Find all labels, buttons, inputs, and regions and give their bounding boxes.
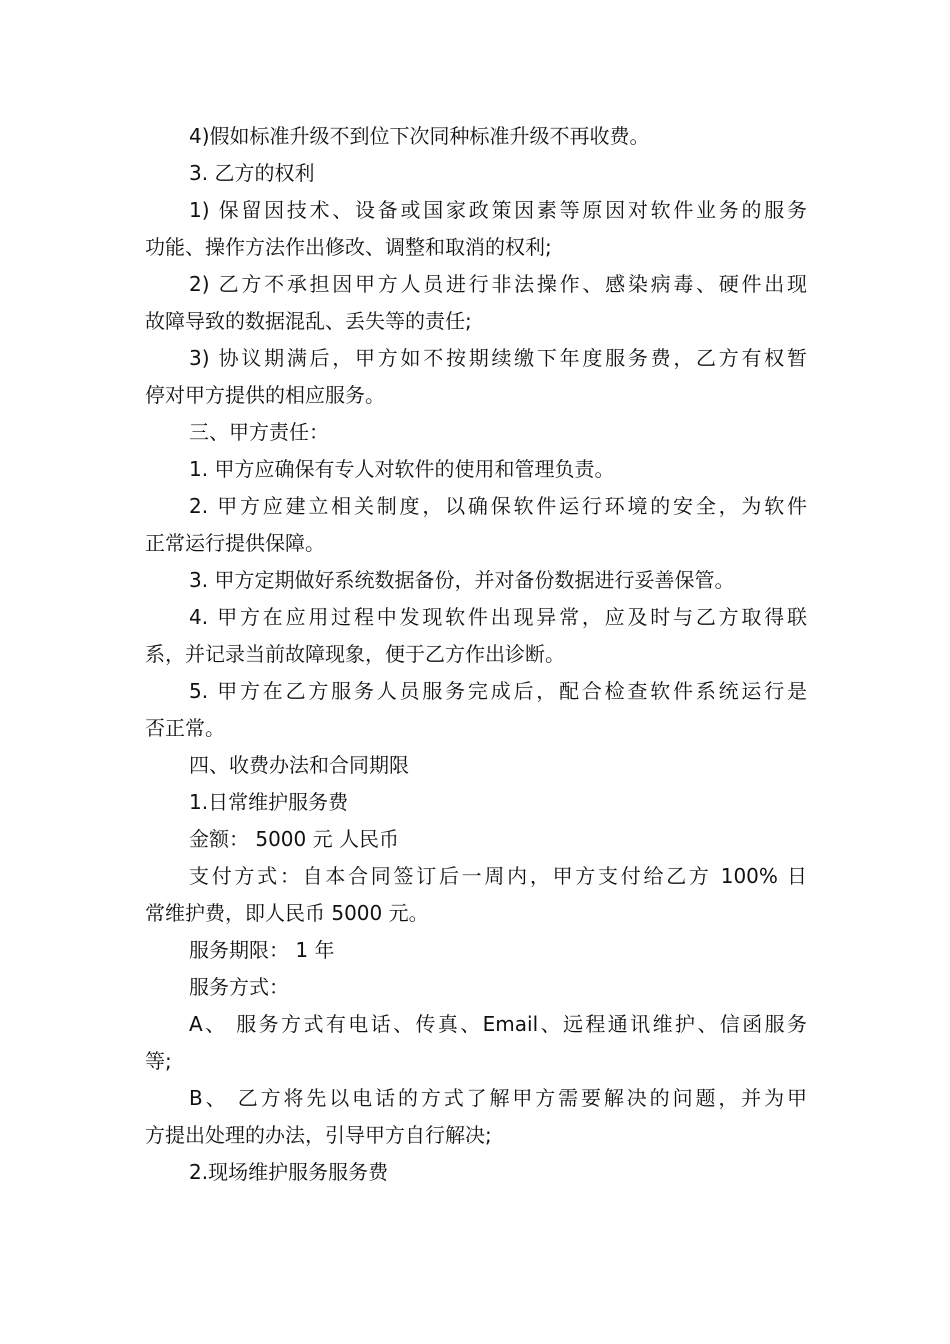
paragraph-service-method-label: [145, 969, 807, 1006]
paragraph-line: 1. 甲方应确保有专人对软件的使用和管理负责。: [189, 457, 615, 481]
paragraph-line: 功能、操作方法作出修改、调整和取消的权利;: [145, 235, 552, 259]
paragraph-payment-method: [145, 858, 807, 932]
heading-onsite-maintenance-fee: [145, 1154, 807, 1191]
paragraph-line: 等;: [145, 1049, 172, 1073]
paragraph-line: 2.现场维护服务服务费: [189, 1160, 389, 1184]
heading-daily-maintenance-fee: [145, 784, 807, 821]
paragraph-line: 系，并记录当前故障现象，便于乙方作出诊断。: [145, 642, 565, 666]
paragraph-right-3: [145, 340, 807, 414]
paragraph-duty-1: [145, 451, 807, 488]
paragraph-duty-5: [145, 673, 807, 747]
paragraph-line: 2) 乙方不承担因甲方人员进行非法操作、感染病毒、硬件出现: [189, 272, 807, 296]
paragraph-line: 正常运行提供保障。: [145, 531, 325, 555]
paragraph-line: 常维护费，即人民币 5000 元。: [145, 901, 429, 925]
paragraph-line: B、 乙方将先以电话的方式了解甲方需要解决的问题，并为甲: [189, 1086, 807, 1110]
paragraph-right-1: [145, 192, 807, 266]
heading-fees-and-term: [145, 747, 807, 784]
paragraph-line: 2. 甲方应建立相关制度，以确保软件运行环境的安全，为软件: [189, 494, 807, 518]
paragraph-line: 金额： 5000 元 人民币: [189, 827, 399, 851]
paragraph-line: 四、收费办法和合同期限: [189, 753, 409, 777]
document-body: [145, 118, 807, 1191]
heading-party-b-rights: [145, 155, 807, 192]
heading-party-a-responsibilities: [145, 414, 807, 451]
paragraph-line: 三、甲方责任：: [189, 420, 329, 444]
paragraph-line: A、 服务方式有电话、传真、Email、远程通讯维护、信函服务: [189, 1012, 807, 1036]
paragraph-duty-2: [145, 488, 807, 562]
paragraph-duty-3: [145, 562, 807, 599]
paragraph-line: 3) 协议期满后，甲方如不按期续缴下年度服务费，乙方有权暂: [189, 346, 807, 370]
paragraph-line: 4)假如标准升级不到位下次同种标准升级不再收费。: [189, 124, 650, 148]
paragraph-standard-upgrade: [145, 118, 807, 155]
paragraph-right-2: [145, 266, 807, 340]
paragraph-line: 4. 甲方在应用过程中发现软件出现异常，应及时与乙方取得联: [189, 605, 807, 629]
paragraph-line: 方提出处理的办法，引导甲方自行解决;: [145, 1123, 492, 1147]
paragraph-line: 5. 甲方在乙方服务人员服务完成后，配合检查软件系统运行是: [189, 679, 807, 703]
paragraph-line: 1.日常维护服务费: [189, 790, 349, 814]
paragraph-line: 3. 乙方的权利: [189, 161, 315, 185]
paragraph-service-method-b: [145, 1080, 807, 1154]
paragraph-line: 停对甲方提供的相应服务。: [145, 383, 385, 407]
paragraph-line: 服务方式：: [189, 975, 289, 999]
paragraph-service-term: [145, 932, 807, 969]
paragraph-service-method-a: [145, 1006, 807, 1080]
paragraph-line: 故障导致的数据混乱、丢失等的责任;: [145, 309, 472, 333]
paragraph-duty-4: [145, 599, 807, 673]
paragraph-line: 3. 甲方定期做好系统数据备份，并对备份数据进行妥善保管。: [189, 568, 735, 592]
paragraph-line: 否正常。: [145, 716, 225, 740]
paragraph-line: 支付方式：自本合同签订后一周内，甲方支付给乙方 100% 日: [189, 864, 807, 888]
paragraph-amount: [145, 821, 807, 858]
paragraph-line: 服务期限： 1 年: [189, 938, 335, 962]
paragraph-line: 1) 保留因技术、设备或国家政策因素等原因对软件业务的服务: [189, 198, 807, 222]
